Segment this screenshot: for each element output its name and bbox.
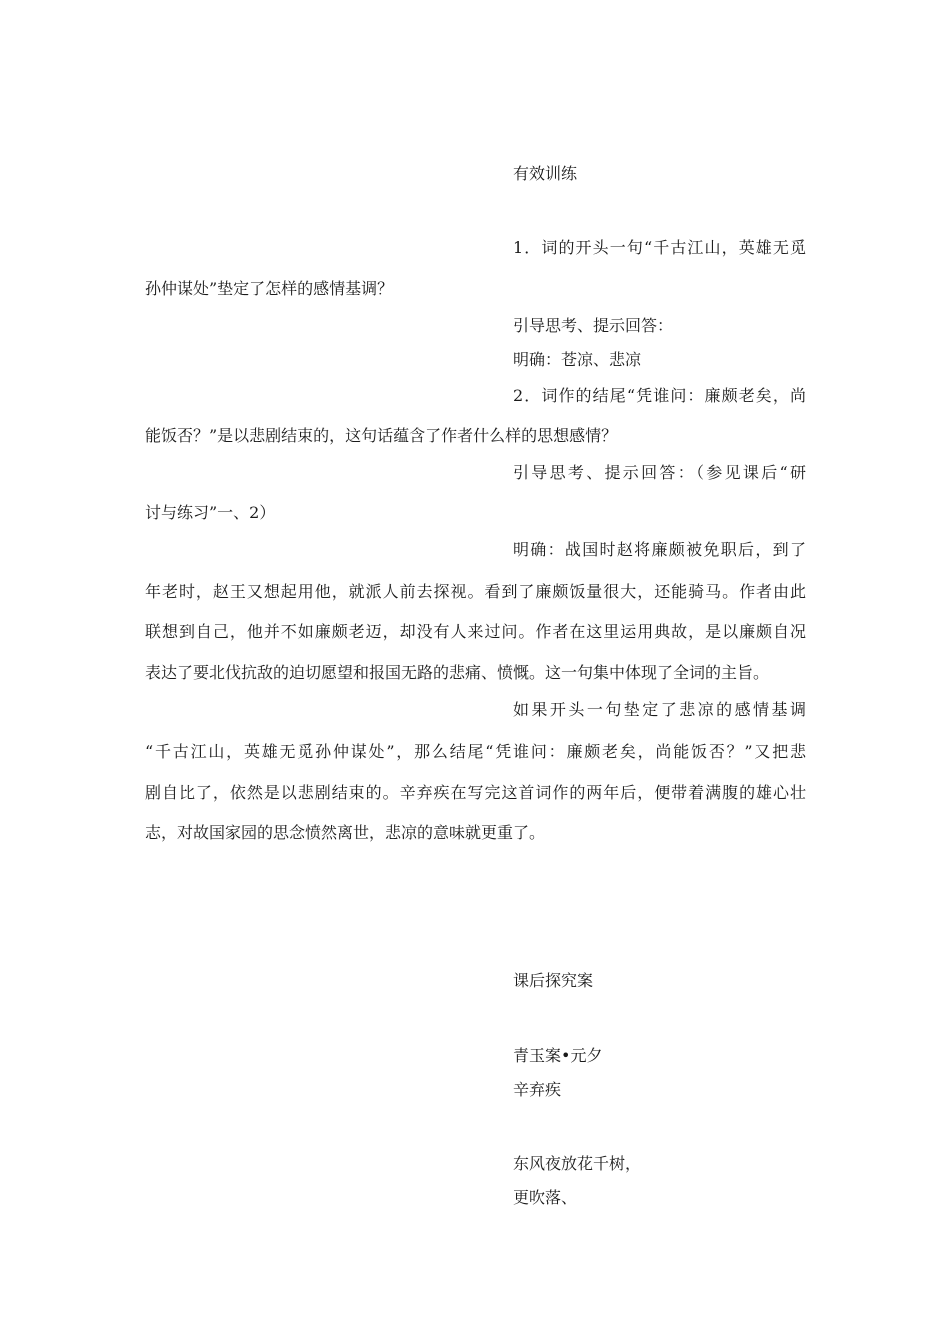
question-2-guide-line-2: 讨与练习”一、2） [145,503,276,522]
summary-line-3: 剧自比了，依然是以悲剧结束的。辛弃疾在写完这首词作的两年后，便带着满腹的雄心壮 [145,783,806,802]
question-2-line-1: 2．词作的结尾“凭谁问：廉颇老矣，尚 [513,386,806,405]
poem-title: 青玉案•元夕 [513,1046,603,1065]
question-1-guide: 引导思考、提示回答： [513,316,674,335]
poem-author: 辛弃疾 [513,1080,562,1099]
question-2-guide-line-1: 引导思考、提示回答：（参见课后“研 [513,463,806,482]
heading-effective-training: 有效训练 [513,164,578,183]
summary-line-1: 如果开头一句垫定了悲凉的感情基调 [513,700,806,719]
question-1-answer: 明确：苍凉、悲凉 [513,350,642,369]
question-2-answer-line-1: 明确：战国时赵将廉颇被免职后，到了 [513,540,806,559]
question-2-answer-line-2: 年老时，赵王又想起用他，就派人前去探视。看到了廉颇饭量很大，还能骑马。作者由此 [145,582,806,601]
question-2-line-2: 能饭否？”是以悲剧结束的，这句话蕴含了作者什么样的思想感情？ [145,426,618,445]
question-2-answer-line-4: 表达了要北伐抗敌的迫切愿望和报国无路的悲痛、愤慨。这一句集中体现了全词的主旨。 [145,663,770,682]
summary-line-4: 志，对故国家园的思念愤然离世，悲凉的意味就更重了。 [145,823,546,842]
poem-line-2: 更吹落、 [513,1188,578,1207]
question-1-line-1: 1．词的开头一句“千古江山，英雄无觅 [513,238,806,257]
summary-line-2: “千古江山，英雄无觅孙仲谋处”，那么结尾“凭谁问：廉颇老矣，尚能饭否？”又把悲 [145,742,806,761]
heading-after-class-inquiry: 课后探究案 [513,971,594,990]
poem-line-1: 东风夜放花千树， [513,1154,642,1173]
question-1-line-2: 孙仲谋处”垫定了怎样的感情基调？ [145,279,394,298]
question-2-answer-line-3: 联想到自己，他并不如廉颇老迈，却没有人来过问。作者在这里运用典故，是以廉颇自况 [145,622,806,641]
